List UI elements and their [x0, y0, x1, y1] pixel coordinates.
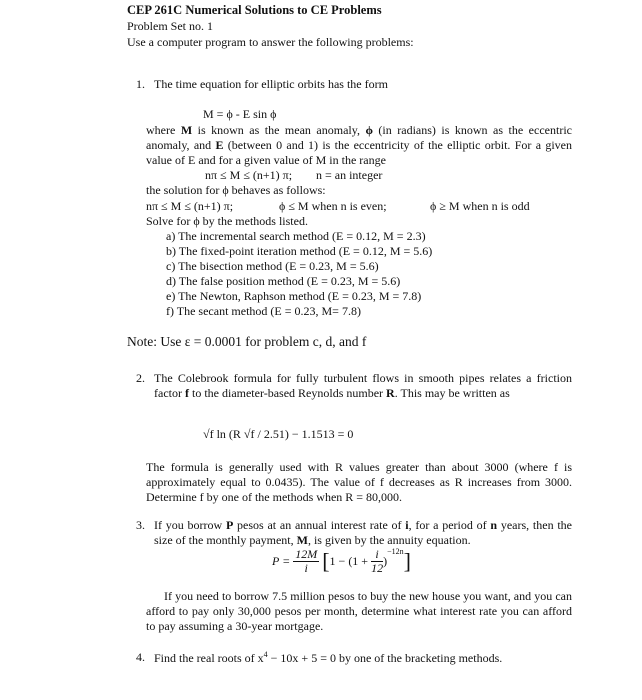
problem-4-number: 4.	[136, 650, 145, 664]
annuity-equation: P = $\frac{12M}{i}$ [1 − (1 + $\frac{i}{12}$ )$^{-12n}$]	[272, 546, 411, 575]
problem-1-number: 1.	[136, 77, 145, 91]
annuity-fraction-1: $\frac{12M}{i}$	[295, 546, 318, 575]
problem-3-number: 3.	[136, 518, 145, 532]
problem-1-behaves: the solution for ϕ behaves as follows:	[146, 183, 326, 197]
problem-2-number: 2.	[136, 371, 145, 385]
problem-3-intro: If you borrow P pesos at an annual interest rate of i, for a period of n years, then the size of the monthly payment, M, is given by the annuity equation.	[154, 518, 573, 547]
problem-1-where-paragraph: where M is known as the mean anomaly, ϕ (in radians) is known as the eccentric anomaly, and E (between 0 and 1) is the eccentricity of the elliptic orbit. For a given value of E and for a given value of M in the range	[146, 123, 572, 167]
problem-1-cond-odd: ϕ ≥ M when n is odd	[430, 199, 530, 213]
problem-1-cond-range: nπ ≤ M ≤ (n+1) π;	[146, 199, 234, 213]
problem-set-label: Problem Set no. 1	[127, 19, 213, 33]
instruction-text: Use a computer program to answer the following problems:	[127, 35, 414, 49]
annuity-fraction-2: $\frac{i}{12}$	[371, 546, 384, 575]
problem-3-paragraph: If you need to borrow 7.5 million pesos to buy the new house you want, and you can afford to pay only 30,000 pesos per month, determine what interest rate you can afford to pay assuming a 30-year mortgage.	[146, 589, 572, 633]
method-item-b: b) The fixed-point iteration method (E = 0.12, M = 5.6)	[166, 244, 433, 258]
method-item-a: a) The incremental search method (E = 0.12, M = 2.3)	[166, 229, 426, 243]
problem-1-range-n: n = an integer	[316, 168, 383, 182]
problem-1-equation: M = ϕ - E sin ϕ	[203, 107, 277, 121]
method-item-c: c) The bisection method (E = 0.23, M = 5.6)	[166, 259, 379, 273]
problem-1-cond-even: ϕ ≤ M when n is even;	[279, 199, 387, 213]
document-title: CEP 261C Numerical Solutions to CE Problems	[127, 3, 382, 17]
problem-1-solve: Solve for ϕ by the methods listed.	[146, 214, 308, 228]
problem-2-intro: The Colebrook formula for fully turbulent flows in smooth pipes relates a friction factor f to the diameter-based Reynolds number R. This may be written as	[154, 371, 572, 400]
problem-4-text: Find the real roots of $x^4 - 10x + 5 = 0$ by one of the bracketing methods.	[154, 650, 503, 665]
method-item-f: f) The secant method (E = 0.23, M= 7.8)	[166, 304, 361, 318]
method-item-e: e) The Newton, Raphson method (E = 0.23, M = 7.8)	[166, 289, 422, 303]
problem-2-paragraph: The formula is generally used with R values greater than about 3000 (where f is approximately equal to 0.0435). The value of f decreases as R increases from 3000. Determine f by one of the methods when R = 80,000.	[146, 460, 572, 504]
colebrook-equation: √f ln (R √f / 2.51) − 1.1513 = 0	[203, 427, 354, 441]
problem-1-range: nπ ≤ M ≤ (n+1) π;	[205, 168, 293, 182]
method-item-d: d) The false position method (E = 0.23, M = 5.6)	[166, 274, 401, 288]
problem-1-intro: The time equation for elliptic orbits has the form	[154, 77, 388, 91]
note-text: Note: Use ε = 0.0001 for problem c, d, and f	[127, 334, 367, 349]
